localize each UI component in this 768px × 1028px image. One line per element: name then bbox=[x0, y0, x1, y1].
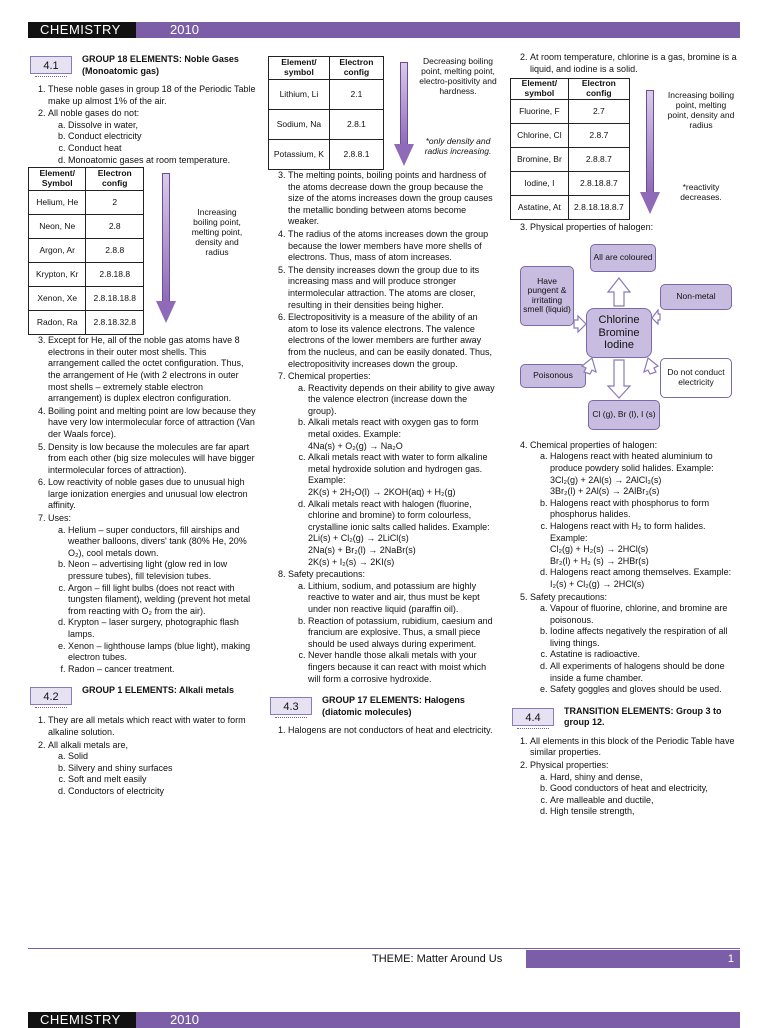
noble-gas-list bbox=[28, 84, 256, 166]
down-arrow-icon bbox=[396, 62, 412, 168]
table-cell: 2.8.8.1 bbox=[329, 140, 383, 170]
item-text: Alkali metals react with oxygen gas to form metal oxides. Example: bbox=[308, 417, 479, 440]
list-item: b. Reaction of potassium, rubidium, caesium and francium are explosive. Thus, a small piece should be used always during experiment. bbox=[308, 616, 496, 651]
list-item bbox=[288, 569, 496, 685]
equation: 3Cl₂(g) + 2Al(s) → 2AlCl₃(s) bbox=[550, 474, 662, 485]
table-row bbox=[511, 172, 630, 196]
year-label: 2010 bbox=[136, 1012, 740, 1028]
list-item: 1. They are all metals which react with water to form alkaline solution. bbox=[48, 715, 256, 738]
item-text: Safety precautions: bbox=[288, 569, 366, 580]
list-item bbox=[48, 108, 256, 166]
column-2 bbox=[268, 52, 496, 738]
item-text: Halogens react among themselves. Example: bbox=[550, 567, 732, 578]
subject-label: CHEMISTRY bbox=[28, 22, 136, 38]
equation: I₂(s) + Cl₂(g) → 2HCl(s) bbox=[550, 578, 645, 589]
halogen-list-cont2 bbox=[510, 222, 740, 234]
section-title: GROUP 1 ELEMENTS: Alkali metals bbox=[82, 685, 235, 696]
list-item: d. High tensile strength, bbox=[550, 806, 740, 818]
table-cell: 2.8 bbox=[86, 215, 144, 239]
list-item: b. Iodine affects negatively the respiration of all living things. bbox=[550, 626, 740, 649]
equation: 4Na(s) + O₂(g) → Na₂O bbox=[308, 440, 403, 451]
equation: 2Na(s) + Br₂(l) → 2NaBr(s) bbox=[308, 545, 416, 555]
subject-label: CHEMISTRY bbox=[28, 1012, 136, 1028]
list-item: 1. These noble gases in group 18 of the Periodic Table make up almost 1% of the air. bbox=[48, 84, 256, 107]
list-item: 1. All elements in this block of the Periodic Table have similar properties. bbox=[530, 736, 740, 759]
table-cell: 2.8.8 bbox=[86, 239, 144, 263]
equation: 3Br₂(l) + 2Al(s) → 2AlBr₃(s) bbox=[550, 486, 660, 497]
column-3 bbox=[510, 52, 740, 819]
list-item: d. All experiments of halogens should be done inside a fume chamber. bbox=[550, 661, 740, 684]
arrow-left-icon bbox=[574, 316, 586, 332]
table-header: Element/ symbol bbox=[269, 57, 330, 80]
table-cell: Potassium, K bbox=[269, 140, 330, 170]
section-4-1 bbox=[28, 52, 256, 82]
table-cell: Neon, Ne bbox=[29, 215, 86, 239]
list-item bbox=[550, 567, 740, 590]
list-item: a. Lithium, sodium, and potassium are highly reactive to water and air, thus must be kept under non reactive liquid (paraffin oil). bbox=[308, 581, 496, 616]
table-row bbox=[511, 100, 630, 124]
table-cell: 2.1 bbox=[329, 80, 383, 110]
item-text: Halogens react with heated aluminium to produce powdery solid halides. Example: bbox=[550, 451, 714, 473]
alkali-table bbox=[268, 56, 384, 170]
list-item: e. Xenon – lighthouse lamps (blue light), making electron tubes. bbox=[68, 641, 256, 664]
section-number: 4.4 bbox=[512, 708, 554, 726]
list-item: c. Never handle those alkali metals with your fingers because it can react with moist which will form a corrosive hydroxide. bbox=[308, 650, 496, 685]
column-1 bbox=[28, 52, 256, 799]
table-row bbox=[29, 263, 144, 287]
node-bottom-left: Poisonous bbox=[520, 364, 586, 388]
trend-footnote: *reactivity decreases. bbox=[680, 182, 722, 203]
noble-gas-table bbox=[28, 167, 144, 335]
halogen-list-cont bbox=[510, 52, 740, 75]
table-cell: Bromine, Br bbox=[511, 148, 569, 172]
trend-note: Increasing boiling point, melting point, density and radius bbox=[667, 90, 735, 131]
item-text: Safety precautions: bbox=[530, 591, 608, 602]
table-cell: 2.8.18.18.8.7 bbox=[568, 196, 629, 220]
halogen-chem-list bbox=[510, 440, 740, 696]
table-row bbox=[511, 124, 630, 148]
list-item: 6. Low reactivity of noble gases due to unusual high large ionization energies and unusual low electron affinity. bbox=[48, 477, 256, 512]
equation: 2Li(s) + Cl₂(g) → 2LiCl(s) bbox=[308, 533, 409, 544]
list-item: a. Vapour of fluorine, chlorine, and bromine are poisonous. bbox=[550, 603, 740, 626]
table-header: Electron config bbox=[86, 168, 144, 191]
halogen-table bbox=[510, 78, 630, 220]
section-4-2 bbox=[28, 683, 256, 713]
table-row bbox=[269, 140, 384, 170]
table-row bbox=[511, 196, 630, 220]
alkali-list bbox=[28, 715, 256, 797]
list-item: a. Reactivity depends on their ability to give away the valence electron (increase down the group). bbox=[308, 383, 496, 418]
equation: 2K(s) + I₂(s) → 2KI(s) bbox=[308, 556, 395, 567]
table-row bbox=[269, 110, 384, 140]
equation: Cl₂(g) + H₂(s) → 2HCl(s) bbox=[550, 544, 649, 555]
transition-list bbox=[510, 736, 740, 818]
node-top: All are coloured bbox=[590, 244, 656, 272]
table-row bbox=[269, 80, 384, 110]
arrow-down-left-icon bbox=[582, 358, 596, 374]
list-item: a. Hard, shiny and dense, bbox=[550, 772, 740, 784]
halogen-list bbox=[268, 725, 496, 737]
arrow-up-icon bbox=[608, 278, 630, 306]
center-node: Chlorine Bromine Iodine bbox=[586, 308, 652, 358]
trend-footnote: *only density and radius increasing. bbox=[424, 136, 492, 156]
table-cell: Lithium, Li bbox=[269, 80, 330, 110]
list-item: 1. Halogens are not conductors of heat and electricity. bbox=[288, 725, 496, 737]
section-title: TRANSITION ELEMENTS: Group 3 to group 12. bbox=[564, 705, 722, 728]
year-label: 2010 bbox=[136, 22, 740, 38]
list-item bbox=[288, 371, 496, 568]
item-text: Alkali metals react with halogen (fluorine, chlorine and bromine) to form colourless, crystalline ionic salts called halides. Example: bbox=[308, 498, 490, 532]
table-cell: Sodium, Na bbox=[269, 110, 330, 140]
list-item: d. Krypton – laser surgery, photographic flash lamps. bbox=[68, 617, 256, 640]
list-item: b. Silvery and shiny surfaces bbox=[68, 763, 256, 775]
table-cell: Argon, Ar bbox=[29, 239, 86, 263]
list-item bbox=[308, 417, 496, 452]
table-cell: Krypton, Kr bbox=[29, 263, 86, 287]
table-cell: Fluorine, F bbox=[511, 100, 569, 124]
list-item: e. Safety goggles and gloves should be used. bbox=[550, 684, 740, 696]
item-text: Physical properties: bbox=[530, 760, 609, 771]
section-number: 4.1 bbox=[30, 56, 72, 74]
list-item: d. Conductors of electricity bbox=[68, 786, 256, 798]
alkali-list-cont bbox=[268, 170, 496, 685]
trend-note: Increasing boiling point, melting point, density and radius bbox=[191, 207, 243, 258]
node-right: Non-metal bbox=[660, 284, 732, 310]
list-item bbox=[550, 451, 740, 497]
section-4-4 bbox=[510, 704, 740, 734]
list-item: 2. At room temperature, chlorine is a gas, bromine is a liquid, and iodine is a solid. bbox=[530, 52, 740, 75]
list-item: b. Conduct electricity bbox=[68, 131, 256, 143]
alkali-table-block bbox=[268, 52, 496, 170]
diagram-arrows bbox=[510, 240, 740, 440]
item-text: All alkali metals are, bbox=[48, 739, 129, 750]
list-item bbox=[530, 592, 740, 696]
list-item: d. Monoatomic gases at room temperature. bbox=[68, 155, 256, 167]
table-cell: 2.8.1 bbox=[329, 110, 383, 140]
down-arrow-icon bbox=[642, 90, 658, 216]
item-text: Chemical properties of halogen: bbox=[530, 439, 658, 450]
table-cell: 2.8.18.18.8 bbox=[86, 287, 144, 311]
list-item: a. Helium – super conductors, fill airships and weather balloons, divers' tank (80% He, 20% O₂), cool metals down. bbox=[68, 525, 256, 560]
node-bottom-right: Do not conduct electricity bbox=[660, 358, 732, 398]
section-title: GROUP 18 ELEMENTS: Noble Gases (Monoatomic gas) bbox=[82, 54, 239, 76]
table-row bbox=[511, 148, 630, 172]
table-cell: Xenon, Xe bbox=[29, 287, 86, 311]
list-item: b. Halogens react with phosphorus to form phosphorus halides. bbox=[550, 498, 740, 521]
list-item: c. Conduct heat bbox=[68, 143, 256, 155]
list-item bbox=[308, 499, 496, 569]
theme-label: THEME: Matter Around Us bbox=[372, 953, 503, 965]
list-item: a. Dissolve in water, bbox=[68, 120, 256, 132]
list-item: 6. Electropositivity is a measure of the ability of an atom to lose its valence electrons. The valence electrons of the lower members are further away from the nucleus, and can be easily donated. Thus, electropositivity increases down the group. bbox=[288, 312, 496, 370]
section-title: GROUP 17 ELEMENTS: Halogens (diatomic molecules) bbox=[322, 695, 465, 717]
list-item bbox=[530, 760, 740, 818]
list-item: b. Neon – advertising light (glow red in low pressure tubes), fill television tubes. bbox=[68, 559, 256, 582]
table-header: Electron config bbox=[568, 79, 629, 100]
list-item: 4. Boiling point and melting point are low because they have very low intermolecular force of attraction (Van der Waals force). bbox=[48, 406, 256, 441]
table-cell: Radon, Ra bbox=[29, 311, 86, 335]
list-item: 3. Except for He, all of the noble gas atoms have 8 electrons in their outer most shells. This arrangement called the octet configuration. Thus, the arrangement of He (with 2 electrons in outer most shells – extremely stable electron arrangement) is duplex electron configuration. bbox=[48, 335, 256, 405]
table-header: Electron config bbox=[329, 57, 383, 80]
page-footer bbox=[28, 948, 740, 969]
node-left: Have pungent & irritating smell (liquid) bbox=[520, 266, 574, 326]
noble-gas-list-cont bbox=[28, 335, 256, 675]
table-row bbox=[29, 239, 144, 263]
list-item bbox=[48, 513, 256, 675]
list-item bbox=[48, 740, 256, 798]
down-arrow-icon bbox=[158, 173, 174, 323]
page-number: 1 bbox=[526, 950, 740, 968]
table-header: Element/ symbol bbox=[511, 79, 569, 100]
table-header: Element/ Symbol bbox=[29, 168, 86, 191]
arrow-down-icon bbox=[608, 360, 630, 398]
item-text: All noble gases do not: bbox=[48, 108, 140, 119]
list-item: 4. The radius of the atoms increases down the group because the lower members have more shells of electrons. Thus, mass of atom increases. bbox=[288, 229, 496, 264]
list-item bbox=[530, 440, 740, 591]
next-page-header bbox=[28, 1012, 740, 1028]
list-item: c. Astatine is radioactive. bbox=[550, 649, 740, 661]
list-item: 3. Physical properties of halogen: bbox=[530, 222, 740, 234]
item-text: Halogens react with H₂ to form halides. Example: bbox=[550, 520, 706, 543]
item-text: Alkali metals react with water to form alkaline metal hydroxide solution and hydrogen gas. Example: bbox=[308, 452, 488, 486]
list-item: c. Argon – fill light bulbs (does not react with tungsten filament), welding (prevent hot metal from reacting with O₂ from the air). bbox=[68, 583, 256, 618]
equation: 2K(s) + 2H₂O(l) → 2KOH(aq) + H₂(g) bbox=[308, 487, 456, 498]
list-item: 5. The density increases down the group due to its increasing mass and will produce stronger intermolecular attraction. The atoms are closer, resulting in their densities being higher. bbox=[288, 265, 496, 311]
item-text: Chemical properties: bbox=[288, 371, 371, 382]
list-item: 5. Density is low because the molecules are far apart from each other (big size molecules will have bigger intermolecular forces of attraction). bbox=[48, 442, 256, 477]
halogen-properties-diagram bbox=[510, 240, 740, 440]
table-row bbox=[29, 287, 144, 311]
list-item bbox=[308, 452, 496, 498]
table-cell: 2 bbox=[86, 191, 144, 215]
table-cell: 2.8.7 bbox=[568, 124, 629, 148]
list-item: c. Soft and melt easily bbox=[68, 774, 256, 786]
list-item: a. Solid bbox=[68, 751, 256, 763]
arrow-down-right-icon bbox=[644, 358, 658, 374]
section-number: 4.3 bbox=[270, 697, 312, 715]
table-cell: 2.8.8.7 bbox=[568, 148, 629, 172]
halogen-table-block bbox=[510, 76, 740, 222]
table-cell: Iodine, I bbox=[511, 172, 569, 196]
noble-gas-table-block bbox=[28, 167, 256, 335]
section-number: 4.2 bbox=[30, 687, 72, 705]
table-cell: 2.8.18.8 bbox=[86, 263, 144, 287]
node-bottom: Cl (g), Br (l), I (s) bbox=[588, 400, 660, 430]
arrow-right-icon bbox=[652, 310, 660, 324]
trend-note: Decreasing boiling point, melting point, electro-positivity and hardness. bbox=[419, 56, 497, 96]
table-cell: Helium, He bbox=[29, 191, 86, 215]
table-row bbox=[29, 191, 144, 215]
list-item: 3. The melting points, boiling points and hardness of the atoms decrease down the group because the size of the atoms increases down the group causes the metallic bonding between atoms become weaker. bbox=[288, 170, 496, 228]
table-cell: 2.8.18.32.8 bbox=[86, 311, 144, 335]
list-item bbox=[550, 521, 740, 567]
table-cell: 2.8.18.8.7 bbox=[568, 172, 629, 196]
table-cell: Astatine, At bbox=[511, 196, 569, 220]
table-cell: Chlorine, Cl bbox=[511, 124, 569, 148]
section-4-3 bbox=[268, 693, 496, 723]
table-row bbox=[29, 215, 144, 239]
list-item: c. Are malleable and ductile, bbox=[550, 795, 740, 807]
list-item: b. Good conductors of heat and electricity, bbox=[550, 783, 740, 795]
item-text: Uses: bbox=[48, 513, 72, 524]
page-header bbox=[28, 22, 740, 38]
table-row bbox=[29, 311, 144, 335]
list-item: f. Radon – cancer treatment. bbox=[68, 664, 256, 676]
table-cell: 2.7 bbox=[568, 100, 629, 124]
equation: Br₂(l) + H₂ (s) → 2HBr(s) bbox=[550, 555, 649, 566]
